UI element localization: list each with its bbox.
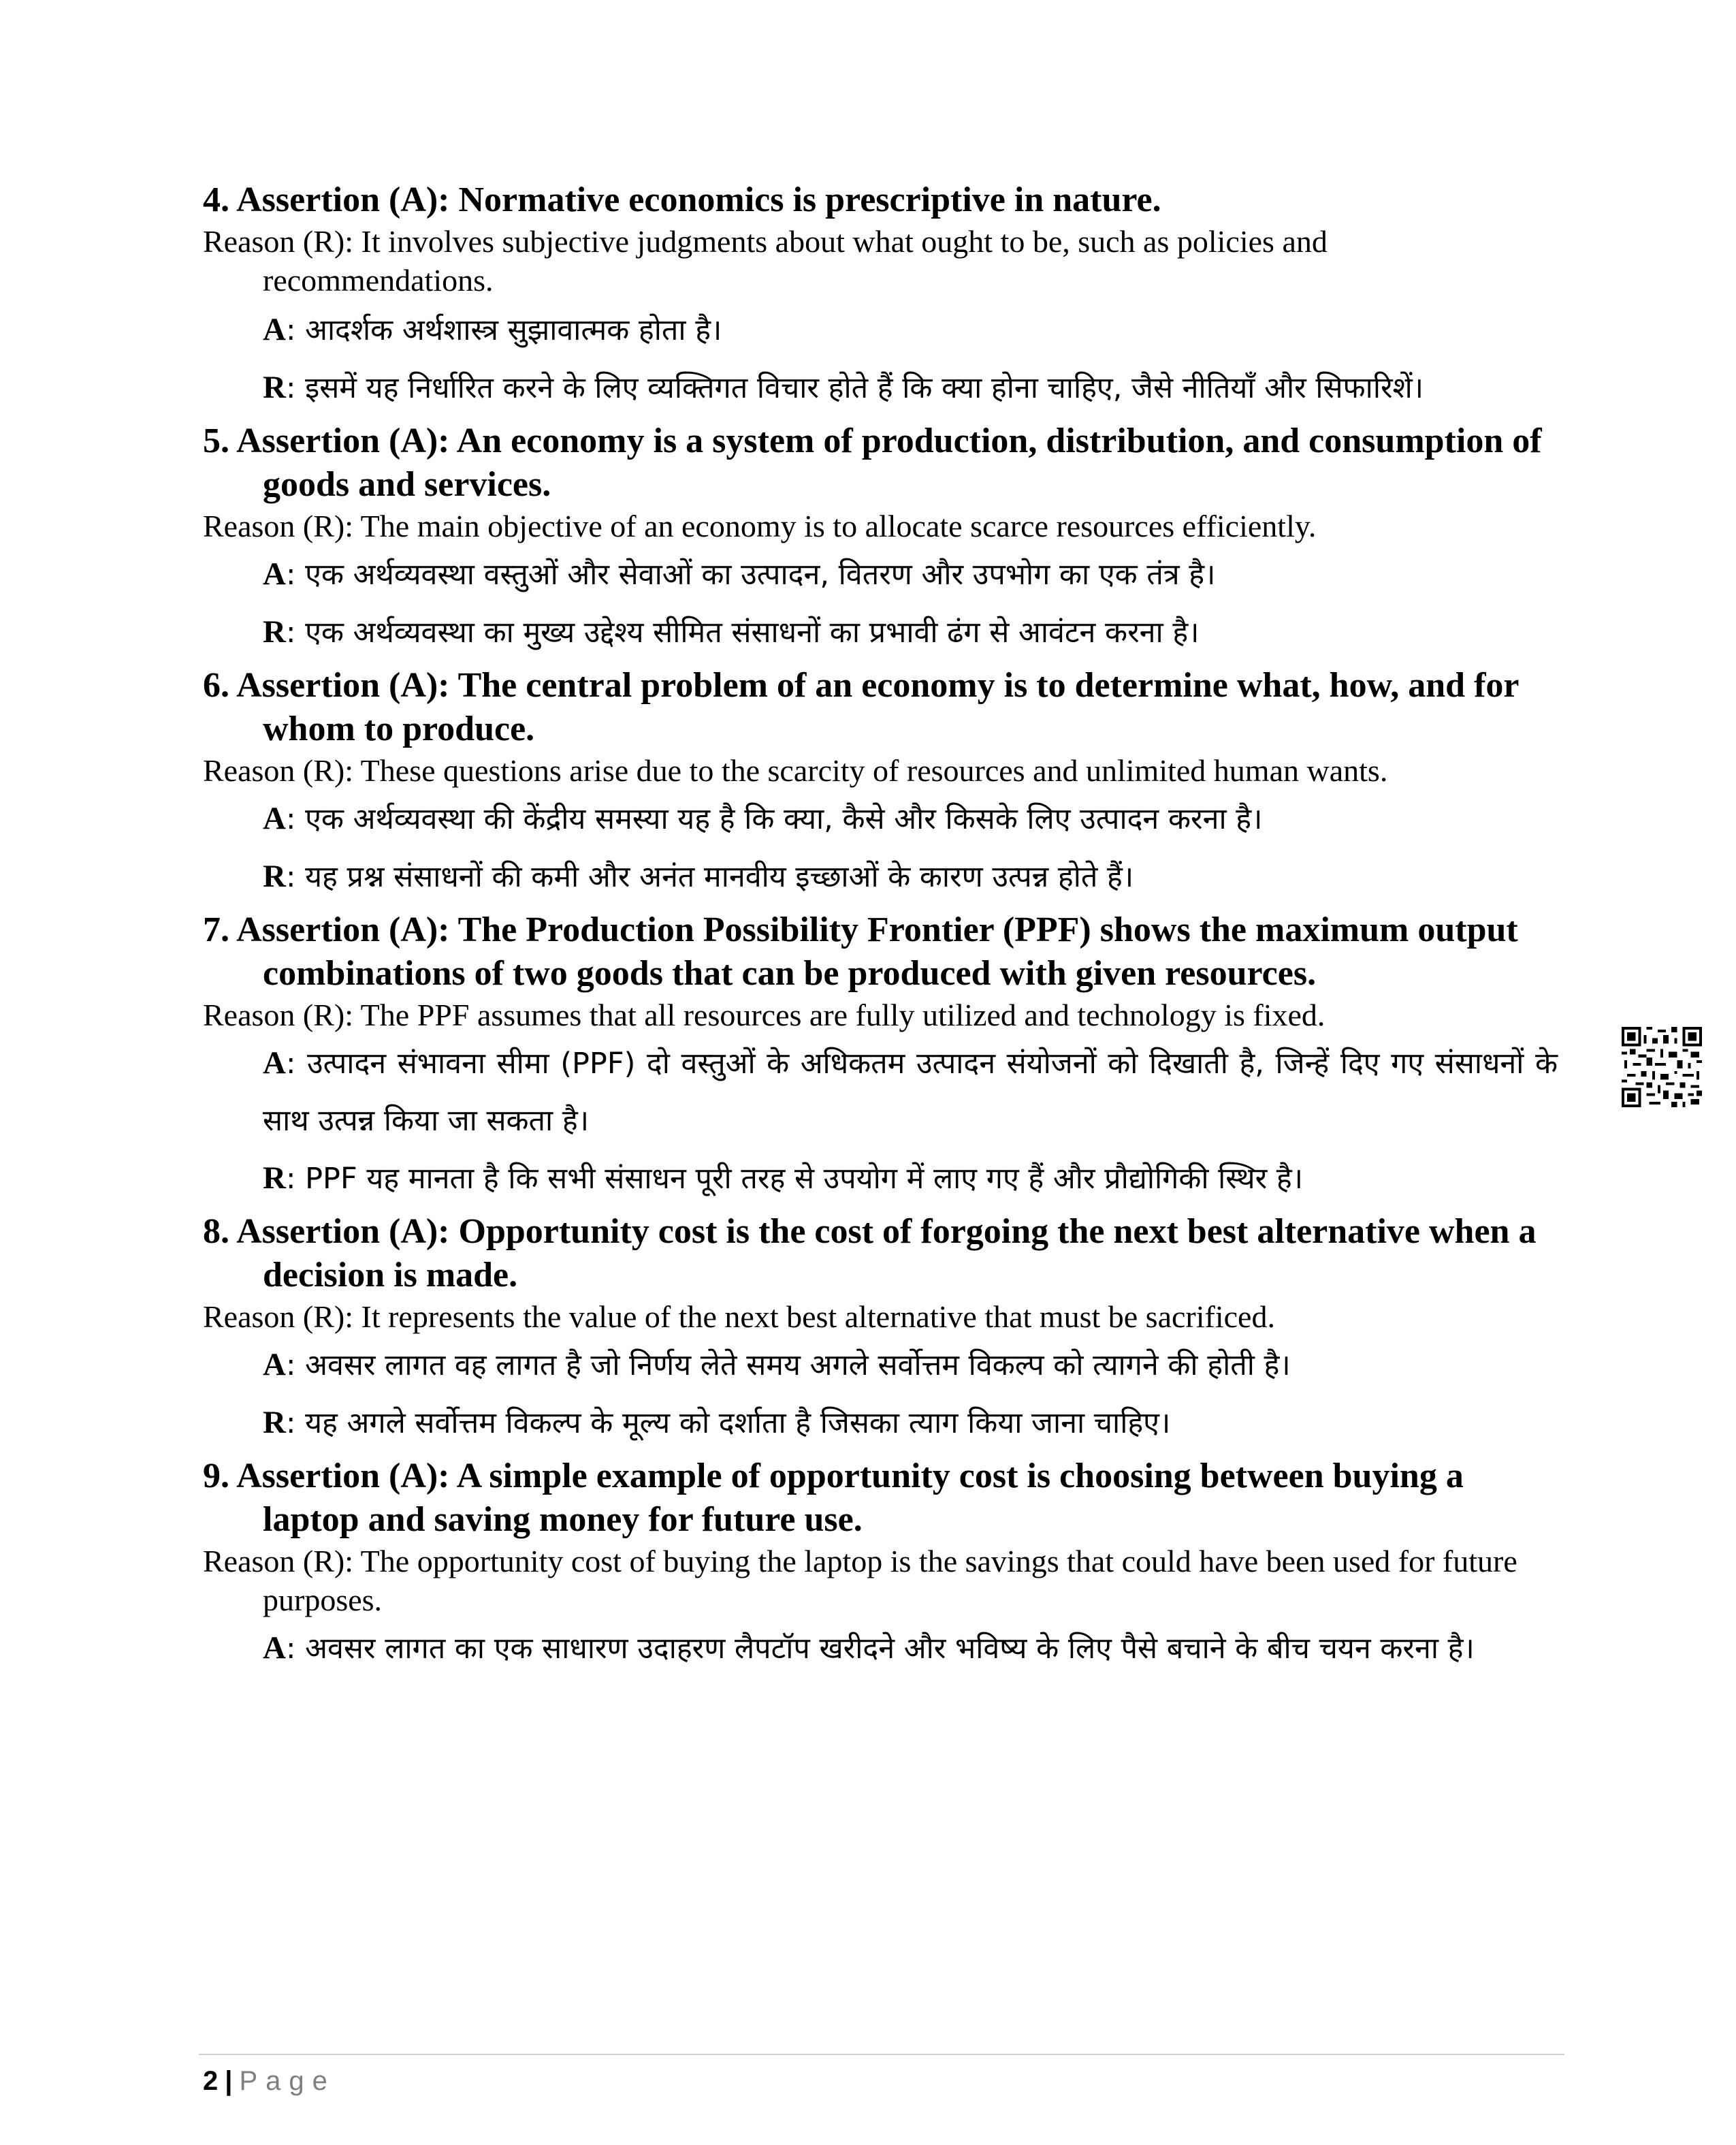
- assertion-hindi: [263, 1619, 1558, 1677]
- footer-divider: [199, 2054, 1564, 2055]
- page-number: 2: [203, 2066, 219, 2096]
- reason-hindi: [263, 848, 1558, 906]
- question-4: [203, 178, 1558, 417]
- assertion-hindi: [263, 545, 1558, 603]
- page-footer: [203, 2062, 336, 2100]
- question-8: [203, 1210, 1558, 1452]
- reason-hindi-text: : इसमें यह निर्धारित करने के लिए व्यक्तिगत विचार होते हैं कि क्या होना चाहिए, जैसे नीतियाँ और सिफारिशें।: [285, 371, 1424, 405]
- assertion-hindi-text: : उत्पादन संभावना सीमा (PPF) दो वस्तुओं के अधिकतम उत्पादन संयोजनों को दिखाती है, जिन्हें दिए गए संसाधनों के साथ उत्पन्न किया जा सकता है।: [263, 1047, 1558, 1138]
- a-label: A: [263, 801, 286, 836]
- question-7: [203, 908, 1558, 1207]
- question-9: [203, 1455, 1558, 1677]
- reason-text: Reason (R): It represents the value of the next best alternative that must be sacrificed.: [203, 1299, 1275, 1334]
- r-label: R: [263, 370, 286, 405]
- reason-hindi: [263, 1394, 1558, 1452]
- assertion-heading: 9. Assertion (A): A simple example of opportunity cost is choosing between buying a laptop and saving money for future use.: [203, 1457, 1464, 1539]
- assertion-heading: 6. Assertion (A): The central problem of an economy is to determine what, how, and for whom to produce.: [203, 666, 1519, 748]
- reason-hindi-text: : PPF यह मानता है कि सभी संसाधन पूरी तरह से उपयोग में लाए गए हैं और प्रौद्योगिकी स्थिर है।: [285, 1162, 1304, 1196]
- r-label: R: [263, 1160, 286, 1196]
- question-5: [203, 419, 1558, 661]
- a-label: A: [263, 1347, 286, 1382]
- assertion-hindi-text: : आदर्शक अर्थशास्त्र सुझावात्मक होता है।: [285, 313, 722, 347]
- reason-hindi: [263, 1149, 1558, 1207]
- a-label: A: [263, 1045, 286, 1081]
- reason-text: Reason (R): The main objective of an economy is to allocate scarce resources efficiently.: [203, 509, 1317, 543]
- page-content: [203, 178, 1558, 1677]
- assertion-hindi-text: : एक अर्थव्यवस्था की केंद्रीय समस्या यह है कि क्या, कैसे और किसके लिए उत्पादन करना है।: [285, 802, 1263, 836]
- reason-text: Reason (R): The opportunity cost of buying the laptop is the savings that could have been used for future purposes.: [203, 1544, 1517, 1617]
- assertion-hindi-text: : अवसर लागत का एक साधारण उदाहरण लैपटॉप खरीदने और भविष्य के लिए पैसे बचाने के बीच चयन करना है।: [285, 1632, 1475, 1666]
- assertion-hindi: [263, 1034, 1558, 1149]
- reason-hindi: [263, 359, 1558, 417]
- r-label: R: [263, 1405, 286, 1440]
- assertion-hindi-text: : एक अर्थव्यवस्था वस्तुओं और सेवाओं का उत्पादन, वितरण और उपभोग का एक तंत्र है।: [285, 558, 1216, 592]
- reason-text: Reason (R): It involves subjective judgments about what ought to be, such as policies and recommendations.: [203, 224, 1328, 298]
- reason-text: Reason (R): These questions arise due to the scarcity of resources and unlimited human wants.: [203, 753, 1388, 788]
- assertion-heading: 7. Assertion (A): The Production Possibility Frontier (PPF) shows the maximum output combinations of two goods that can be produced with given resources.: [203, 910, 1518, 993]
- a-label: A: [263, 312, 286, 347]
- a-label: A: [263, 556, 286, 592]
- reason-text: Reason (R): The PPF assumes that all resources are fully utilized and technology is fixed.: [203, 998, 1325, 1032]
- r-label: R: [263, 614, 286, 650]
- assertion-hindi: [263, 790, 1558, 848]
- r-label: R: [263, 859, 286, 894]
- footer-separator: |: [225, 2066, 233, 2096]
- assertion-hindi-text: : अवसर लागत वह लागत है जो निर्णय लेते समय अगले सर्वोत्तम विकल्प को त्यागने की होती है।: [285, 1348, 1291, 1382]
- question-6: [203, 664, 1558, 906]
- reason-hindi: [263, 603, 1558, 661]
- qr-code-icon[interactable]: [1622, 1027, 1702, 1107]
- assertion-heading: 4. Assertion (A): Normative economics is prescriptive in nature.: [203, 180, 1161, 219]
- reason-hindi-text: : यह अगले सर्वोत्तम विकल्प के मूल्य को दर्शाता है जिसका त्याग किया जाना चाहिए।: [285, 1406, 1171, 1440]
- reason-hindi-text: : एक अर्थव्यवस्था का मुख्य उद्देश्य सीमित संसाधनों का प्रभावी ढंग से आवंटन करना है।: [285, 616, 1200, 650]
- assertion-heading: 8. Assertion (A): Opportunity cost is the cost of forgoing the next best alternative when a decision is made.: [203, 1212, 1537, 1294]
- assertion-hindi: [263, 1336, 1558, 1394]
- a-label: A: [263, 1630, 286, 1666]
- assertion-heading: 5. Assertion (A): An economy is a system of production, distribution, and consumption of goods and services.: [203, 422, 1542, 504]
- reason-hindi-text: : यह प्रश्न संसाधनों की कमी और अनंत मानवीय इच्छाओं के कारण उत्पन्न होते हैं।: [285, 860, 1134, 894]
- assertion-hindi: [263, 301, 1558, 359]
- page-label: Page: [239, 2066, 336, 2096]
